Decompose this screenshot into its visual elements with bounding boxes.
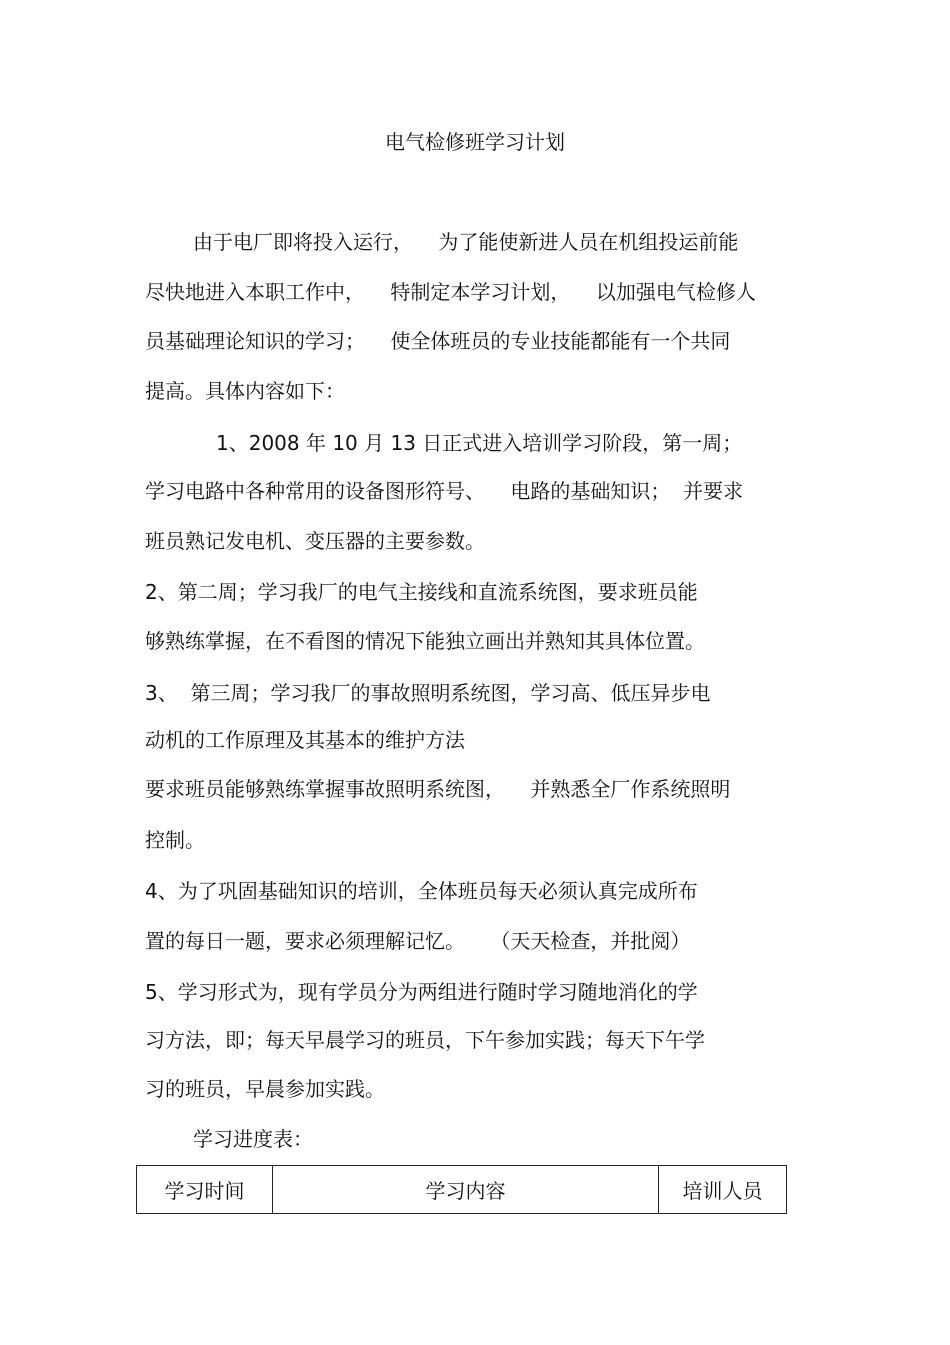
item-1-line-3: 班员熟记发电机、变压器的主要参数。 bbox=[145, 529, 485, 553]
item-2-line-1: 2、第二周；学习我厂的电气主接线和直流系统图，要求班员能 bbox=[145, 580, 698, 604]
item-5-line-3: 习的班员，早晨参加实践。 bbox=[145, 1077, 385, 1101]
intro-line-1: 由于电厂即将投入运行， 为了能使新进人员在机组投运前能 bbox=[193, 230, 739, 254]
item-1-line-2: 学习电路中各种常用的设备图形符号、 电路的基础知识； 并要求 bbox=[145, 479, 744, 503]
item-3-line-2: 动机的工作原理及其基本的维护方法 bbox=[145, 728, 465, 752]
intro-line-3: 员基础理论知识的学习； 使全体班员的专业技能都能有一个共同 bbox=[145, 329, 731, 353]
item-5-line-2: 习方法，即；每天早晨学习的班员，下午参加实践；每天下午学 bbox=[145, 1028, 705, 1052]
table-header-row bbox=[137, 1166, 787, 1214]
schedule-table bbox=[136, 1165, 787, 1214]
header-study-content: 学习内容 bbox=[273, 1166, 659, 1214]
header-study-time: 学习时间 bbox=[137, 1166, 273, 1214]
item-4-line-2: 置的每日一题，要求必须理解记忆。 （天天检查，并批阅） bbox=[145, 929, 691, 953]
item-4-line-1: 4、为了巩固基础知识的培训，全体班员每天必须认真完成所布 bbox=[145, 879, 698, 903]
item-5-line-1: 5、学习形式为，现有学员分为两组进行随时学习随地消化的学 bbox=[145, 980, 698, 1004]
item-3-line-1: 3、 第三周；学习我厂的事故照明系统图，学习高、低压异步电 bbox=[145, 681, 711, 705]
intro-line-4: 提高。具体内容如下： bbox=[145, 379, 345, 403]
document-title: 电气检修班学习计划 bbox=[385, 130, 565, 154]
header-trainees: 培训人员 bbox=[659, 1166, 787, 1214]
item-2-line-2: 够熟练掌握，在不看图的情况下能独立画出并熟知其具体位置。 bbox=[145, 629, 705, 653]
intro-line-2: 尽快地进入本职工作中， 特制定本学习计划， 以加强电气检修人 bbox=[145, 280, 756, 304]
schedule-caption: 学习进度表： bbox=[193, 1127, 313, 1151]
item-3-line-3: 要求班员能够熟练掌握事故照明系统图， 并熟悉全厂作系统照明 bbox=[145, 777, 731, 801]
item-3-line-4: 控制。 bbox=[145, 828, 205, 852]
item-1-line-1: 1、2008 年 10 月 13 日正式进入培训学习阶段，第一周； bbox=[216, 431, 743, 455]
